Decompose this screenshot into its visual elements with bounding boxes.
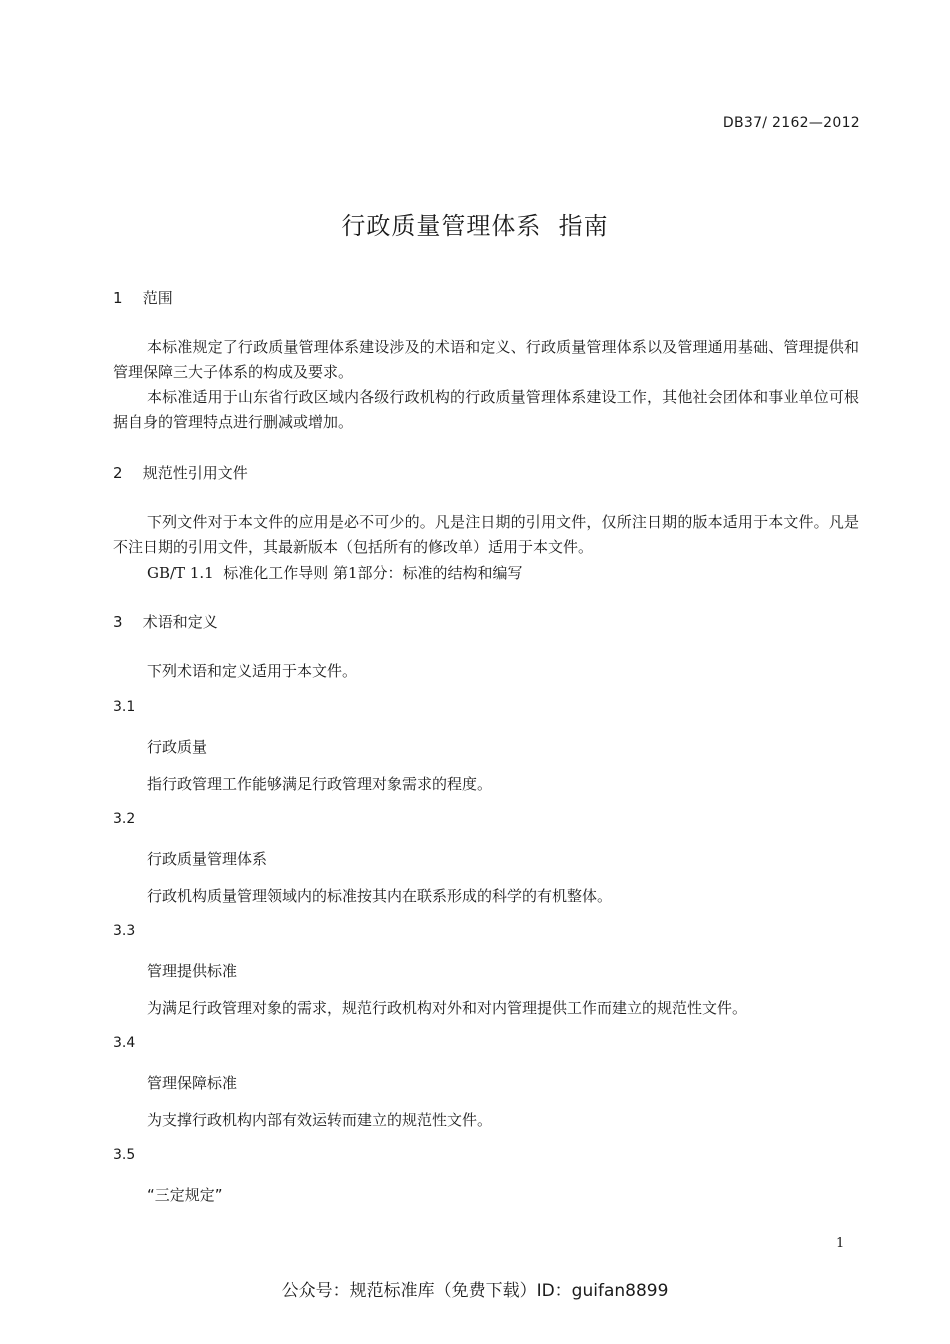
term-number: 3.2 <box>113 811 136 827</box>
paragraph: 下列文件对于本文件的应用是必不可少的。凡是注日期的引用文件，仅所注日期的版本适用于本文件。凡是不注日期的引用文件，其最新版本（包括所有的修改单）适用于本文件。 <box>113 513 859 556</box>
section-number: 3 <box>113 613 123 631</box>
paragraph: 本标准适用于山东省行政区域内各级行政机构的行政质量管理体系建设工作，其他社会团体和事业单位可根据自身的管理特点进行删减或增加。 <box>113 388 859 431</box>
section-number: 2 <box>113 464 123 482</box>
term-name: “三定规定” <box>147 1186 223 1204</box>
section-heading-scope <box>113 287 173 308</box>
document-number: DB37/ 2162—2012 <box>722 115 860 131</box>
paragraph: 下列术语和定义适用于本文件。 <box>147 662 358 680</box>
section-title: 范围 <box>142 289 173 307</box>
term-name: 行政质量 <box>147 738 208 756</box>
term-name: 管理提供标准 <box>147 962 238 980</box>
section-title: 规范性引用文件 <box>142 464 248 482</box>
section-number: 1 <box>113 289 123 307</box>
term-number: 3.3 <box>113 923 136 939</box>
page-title: 行政质量管理体系 指南 <box>341 212 609 240</box>
term-number: 3.1 <box>113 699 136 715</box>
term-definition: 为支撑行政机构内部有效运转而建立的规范性文件。 <box>147 1111 493 1129</box>
term-definition: 行政机构质量管理领域内的标准按其内在联系形成的科学的有机整体。 <box>147 887 613 905</box>
reference-item: GB/T 1.1 标准化工作导则 第1部分：标准的结构和编写 <box>147 564 523 582</box>
section-heading-normative-references <box>113 462 248 483</box>
term-number: 3.4 <box>113 1035 136 1051</box>
footer-watermark-text: 公众号：规范标准库（免费下载）ID：guifan8899 <box>281 1281 669 1301</box>
paragraph: 本标准规定了行政质量管理体系建设涉及的术语和定义、行政质量管理体系以及管理通用基础、管理提供和管理保障三大子体系的构成及要求。 <box>113 338 859 381</box>
section-heading-terms <box>113 611 218 632</box>
term-number: 3.5 <box>113 1147 136 1163</box>
section-title: 术语和定义 <box>142 613 218 631</box>
term-name: 管理保障标准 <box>147 1074 238 1092</box>
term-name: 行政质量管理体系 <box>147 850 268 868</box>
term-definition: 为满足行政管理对象的需求，规范行政机构对外和对内管理提供工作而建立的规范性文件。 <box>147 999 748 1017</box>
term-definition: 指行政管理工作能够满足行政管理对象需求的程度。 <box>147 775 493 793</box>
page-number: 1 <box>836 1236 845 1251</box>
